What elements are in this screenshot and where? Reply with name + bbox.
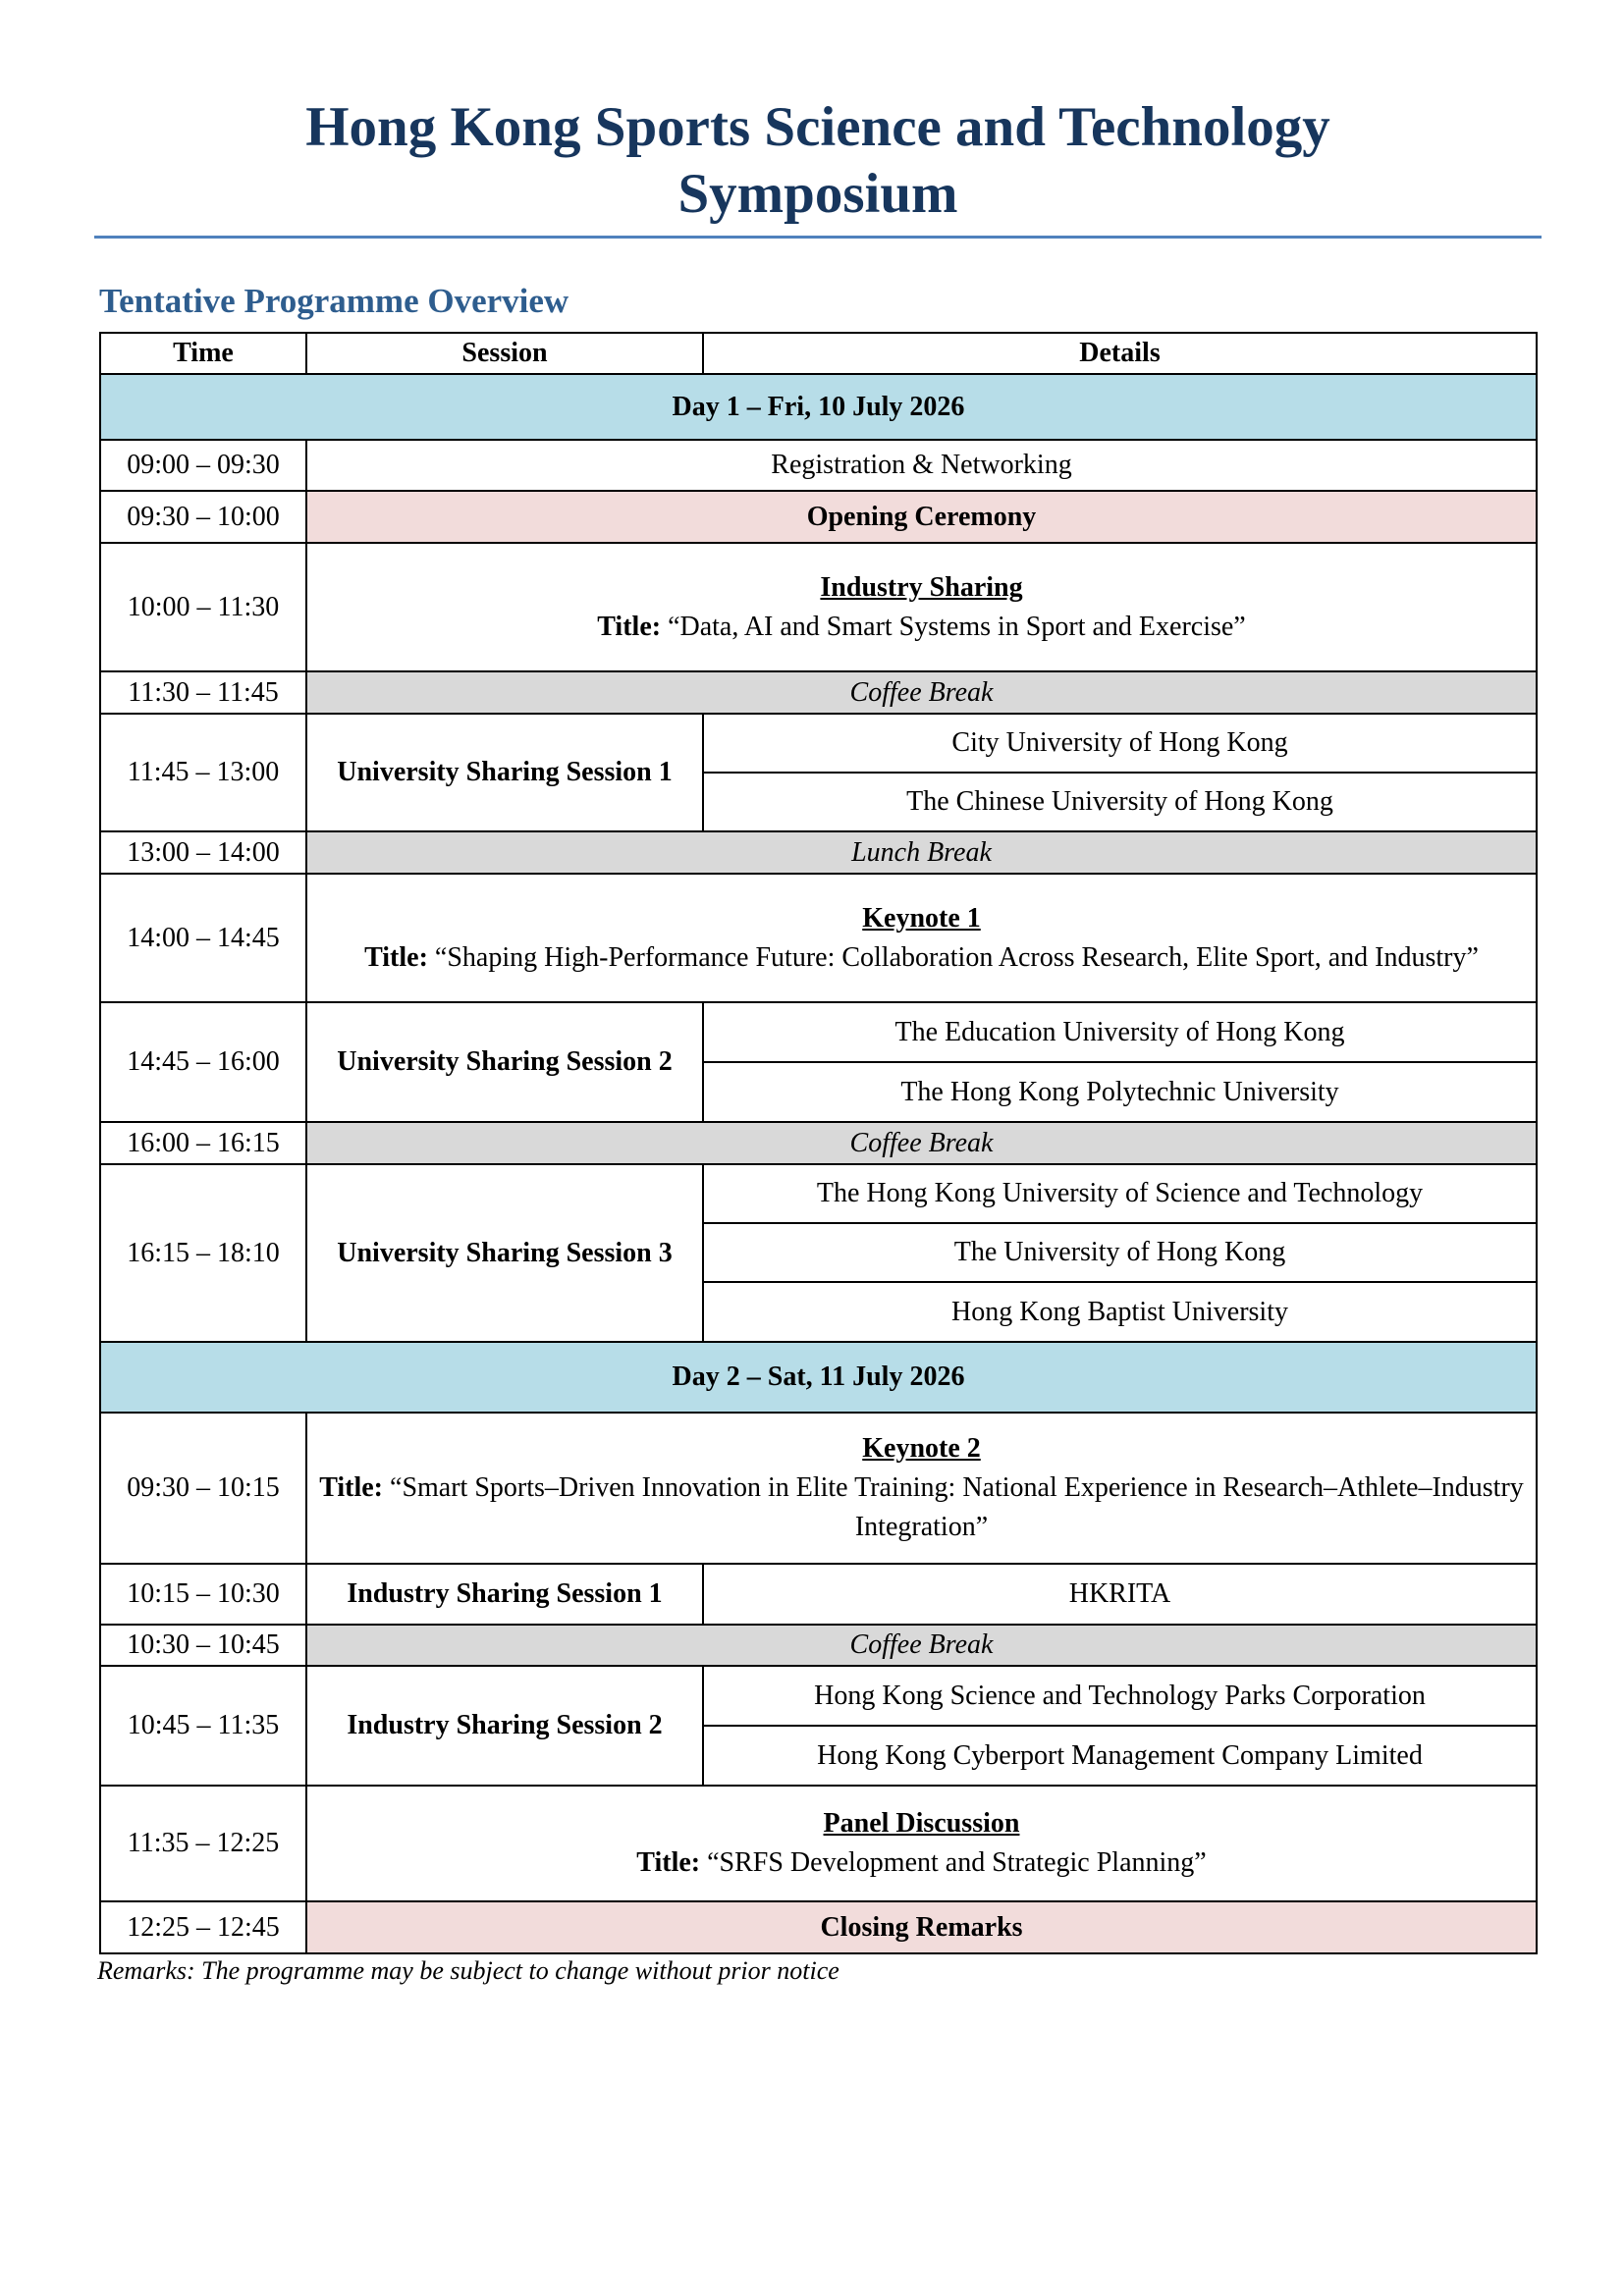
programme-table: [99, 332, 1538, 1954]
section-heading: Tentative Programme Overview: [99, 282, 569, 320]
time-cell: 10:30 – 10:45: [100, 1625, 306, 1666]
session-cell: Industry Sharing Session 1: [306, 1564, 703, 1625]
title-divider: [94, 236, 1542, 239]
time-cell: 11:45 – 13:00: [100, 714, 306, 831]
time-cell: 11:35 – 12:25: [100, 1786, 306, 1901]
title-label: Title:: [319, 1472, 384, 1503]
details-cell: HKRITA: [703, 1564, 1537, 1625]
break-cell: Coffee Break: [306, 1625, 1537, 1666]
table-row: [100, 1666, 1537, 1726]
title-label: Title:: [364, 941, 428, 973]
break-cell: Coffee Break: [306, 671, 1537, 714]
time-cell: 14:00 – 14:45: [100, 874, 306, 1002]
session-cell: University Sharing Session 3: [306, 1164, 703, 1342]
session-heading: Keynote 1: [862, 902, 981, 934]
time-cell: 09:30 – 10:00: [100, 491, 306, 543]
session-title: “Smart Sports–Driven Innovation in Elite Training: National Experience in Research–Athlete–Industry Integration”: [383, 1472, 1524, 1542]
table-row: [100, 1786, 1537, 1901]
title-label: Title:: [597, 611, 662, 642]
time-cell: 09:30 – 10:15: [100, 1413, 306, 1564]
session-heading: Panel Discussion: [823, 1808, 1020, 1839]
table-row: [100, 714, 1537, 773]
document-title-line-1: Hong Kong Sports Science and Technology: [305, 96, 1330, 158]
table-row: [100, 543, 1537, 671]
time-cell: 10:45 – 11:35: [100, 1666, 306, 1786]
details-cell: The Chinese University of Hong Kong: [703, 773, 1537, 831]
time-cell: 14:45 – 16:00: [100, 1002, 306, 1122]
document-title: [94, 94, 1542, 228]
break-cell: Lunch Break: [306, 831, 1537, 874]
time-cell: 10:00 – 11:30: [100, 543, 306, 671]
details-cell: Hong Kong Baptist University: [703, 1282, 1537, 1342]
opening-ceremony-cell: Opening Ceremony: [306, 491, 1537, 543]
session-title: “Data, AI and Smart Systems in Sport and Exercise”: [661, 611, 1246, 642]
session-cell: University Sharing Session 1: [306, 714, 703, 831]
time-cell: 12:25 – 12:45: [100, 1901, 306, 1953]
details-cell: The Hong Kong Polytechnic University: [703, 1062, 1537, 1122]
table-row: [100, 874, 1537, 1002]
details-cell: [306, 1786, 1537, 1901]
header-details: Details: [703, 333, 1537, 374]
session-cell: Industry Sharing Session 2: [306, 1666, 703, 1786]
table-row: [100, 491, 1537, 543]
table-row: [100, 1413, 1537, 1564]
details-cell: The Education University of Hong Kong: [703, 1002, 1537, 1062]
table-row: [100, 440, 1537, 491]
details-cell: Registration & Networking: [306, 440, 1537, 491]
time-cell: 13:00 – 14:00: [100, 831, 306, 874]
details-cell: [306, 543, 1537, 671]
details-cell: The Hong Kong University of Science and Technology: [703, 1164, 1537, 1223]
time-cell: 10:15 – 10:30: [100, 1564, 306, 1625]
table-row: [100, 831, 1537, 874]
day-1-label: Day 1 – Fri, 10 July 2026: [100, 374, 1537, 440]
details-cell: Hong Kong Science and Technology Parks Corporation: [703, 1666, 1537, 1726]
time-cell: 16:00 – 16:15: [100, 1122, 306, 1164]
table-row: [100, 1901, 1537, 1953]
session-heading: Industry Sharing: [820, 571, 1023, 603]
session-cell: University Sharing Session 2: [306, 1002, 703, 1122]
closing-remarks-cell: Closing Remarks: [306, 1901, 1537, 1953]
table-row: [100, 1625, 1537, 1666]
time-cell: 09:00 – 09:30: [100, 440, 306, 491]
details-cell: Hong Kong Cyberport Management Company Limited: [703, 1726, 1537, 1786]
table-row: [100, 1122, 1537, 1164]
session-title: “Shaping High-Performance Future: Collaboration Across Research, Elite Sport, and Industry”: [427, 941, 1479, 973]
document-title-line-2: Symposium: [677, 163, 958, 225]
table-row: [100, 1002, 1537, 1062]
table-row: [100, 1564, 1537, 1625]
table-row: [100, 671, 1537, 714]
day-header-row: [100, 1342, 1537, 1413]
details-cell: [306, 1413, 1537, 1564]
details-cell: City University of Hong Kong: [703, 714, 1537, 773]
session-heading: Keynote 2: [862, 1433, 981, 1464]
title-label: Title:: [636, 1847, 701, 1878]
time-cell: 16:15 – 18:10: [100, 1164, 306, 1342]
table-header-row: [100, 333, 1537, 374]
header-time: Time: [100, 333, 306, 374]
time-cell: 11:30 – 11:45: [100, 671, 306, 714]
break-cell: Coffee Break: [306, 1122, 1537, 1164]
details-cell: The University of Hong Kong: [703, 1223, 1537, 1282]
session-title: “SRFS Development and Strategic Planning”: [700, 1847, 1207, 1878]
header-session: Session: [306, 333, 703, 374]
remarks-note: Remarks: The programme may be subject to change without prior notice: [97, 1956, 839, 1985]
day-2-label: Day 2 – Sat, 11 July 2026: [100, 1342, 1537, 1413]
details-cell: [306, 874, 1537, 1002]
table-row: [100, 1164, 1537, 1223]
day-header-row: [100, 374, 1537, 440]
